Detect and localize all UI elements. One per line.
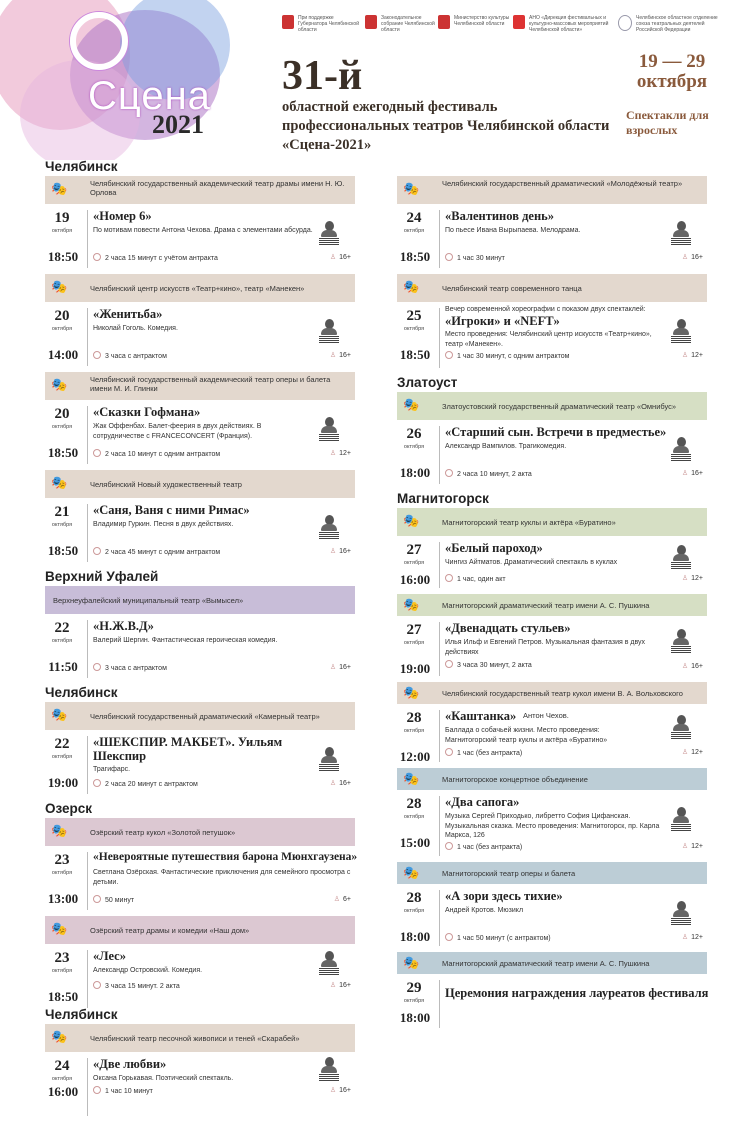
person-icon: ♙ [681, 352, 689, 359]
clock-icon [445, 253, 453, 261]
theatre-bar: 🎭 Челябинский государственный драматический «Камерный театр» [45, 702, 355, 730]
person-icon: ♙ [329, 1087, 337, 1094]
theatre-bar: 🎭 Озёрский театр кукол «Золотой петушок» [45, 818, 355, 846]
pushkin-card-icon [319, 950, 339, 976]
theatre-bar: 🎭 Челябинский государственный драматический «Молодёжный театр» [397, 176, 707, 204]
clock-icon [93, 895, 101, 903]
event-title: «Лес» [93, 949, 126, 963]
city-heading: Златоуст [397, 375, 458, 390]
theatre-bar: 🎭 Челябинский государственный академический театр драмы имени Н. Ю. Орлова [45, 176, 355, 204]
pushkin-card-icon [671, 318, 691, 344]
person-icon: ♙ [329, 982, 337, 989]
theatre-bar: 🎭 Челябинский государственный театр кукол имени В. А. Вольховского [397, 682, 707, 704]
logo-year: 2021 [152, 110, 204, 139]
clock-icon [445, 469, 453, 477]
emblem-icon [438, 15, 450, 29]
theatre-masks-icon: 🎭 [403, 771, 420, 786]
person-icon: ♙ [333, 896, 341, 903]
pushkin-card-icon [671, 220, 691, 246]
event-title: «Валентинов день» [445, 209, 555, 223]
theatre-bar: 🎭 Челябинский центр искусств «Театр+кино», театр «Манекен» [45, 274, 355, 302]
person-icon: ♙ [329, 780, 337, 787]
theatre-masks-icon: 🎭 [51, 823, 68, 838]
event-title: «ШЕКСПИР. МАКБЕТ». Уильям Шекспир [93, 735, 283, 763]
event-row: 28 октября 12:00 «Каштанка» Антон Чехов. Баллада о собачьей жизни. Место проведения: Магнитогорский театр куклы и актёра «Буратино» 1 час (без антракта) ♙ 12+ [399, 709, 703, 764]
pushkin-card-icon [671, 714, 691, 740]
clock-icon [445, 842, 453, 850]
person-icon: ♙ [329, 352, 337, 359]
event-title: «Белый пароход» [445, 541, 543, 555]
theatre-bar: Верхнеуфалейский муниципальный театр «Вымысел» [45, 586, 355, 614]
schedule-left-column [45, 158, 358, 1122]
event-row: 19 октября 18:50 «Номер 6» По мотивам повести Антона Чехова. Драма с элементами абсурда. 2 часа 15 минут с учётом антракта ♙ 16+ [45, 204, 355, 274]
person-icon: ♙ [329, 450, 337, 457]
emblem-icon [513, 15, 525, 29]
event-row: 22 октября 19:00 «ШЕКСПИР. МАКБЕТ». Уильям Шекспир Трагифарс. 2 часа 20 минут с антрактом ♙ 16+ [45, 730, 355, 800]
sponsor-logo: Законодательное собрание Челябинской области [365, 15, 445, 33]
event-row: 28 октября 15:00 «Два сапога» Музыка Сергей Приходько, либретто София Цифанская. Музыкальная сказка. Место проведения: Магнитогорск, пр. Карла Маркса, 126 1 час (без антракта) ♙ 12+ [397, 790, 707, 862]
event-row: 23 октября 18:50 «Лес» Александр Островский. Комедия. 3 часа 15 минут. 2 акта ♙ 16+ [45, 944, 355, 1014]
audience-note: Спектакли для взрослых [626, 108, 709, 137]
clock-icon [445, 660, 453, 668]
clock-icon [93, 779, 101, 787]
theatre-bar: 🎭 Магнитогорское концертное объединение [397, 768, 707, 790]
theatre-masks-icon: 🎭 [403, 865, 420, 880]
person-icon: ♙ [329, 254, 337, 261]
event-row: 23 октября 13:00 «Невероятные путешествия барона Мюнхгаузена» Светлана Озёрская. Фантастические приключения для семейного просмотра с детьми. 50 минут ♙ 6+ [45, 846, 355, 916]
person-icon: ♙ [681, 843, 689, 850]
emblem-icon [618, 15, 632, 31]
sponsor-logo: Министерство культуры Челябинской области [438, 15, 518, 29]
pushkin-card-icon [319, 318, 339, 344]
event-title: «Две любви» [93, 1057, 167, 1071]
event-title: «Двенадцать стульев» [445, 621, 571, 635]
event-row: 27 октября 16:00 «Белый пароход» Чингиз Айтматов. Драматический спектакль в куклах 1 час, один акт ♙ 12+ [399, 541, 703, 587]
theatre-masks-icon: 🎭 [403, 279, 420, 294]
city-heading: Челябинск [45, 685, 118, 700]
event-row: 21 октября 18:50 «Саня, Ваня с ними Римас» Владимир Гуркин. Песня в двух действиях. 2 часа 45 минут с одним антрактом ♙ 16+ [45, 498, 355, 568]
event-title: «Женитьба» [93, 307, 163, 321]
event-row: 27 октября 19:00 «Двенадцать стульев» Илья Ильф и Евгений Петров. Музыкальная фантазия в двух действиях 3 часа 30 минут, 2 акта ♙ 16+ [399, 621, 703, 676]
pushkin-card-icon [319, 746, 339, 772]
clock-icon [445, 574, 453, 582]
clock-icon [93, 351, 101, 359]
event-title: «Сказки Гофмана» [93, 405, 201, 419]
clock-icon [93, 547, 101, 555]
event-row: 28 октября 18:00 «А зори здесь тихие» Андрей Кротов. Мюзикл 1 час 50 минут (с антрактом) ♙ 12+ [399, 889, 703, 944]
person-icon: ♙ [681, 663, 689, 670]
event-title: «Игроки» и «NEFT» [445, 314, 560, 328]
pushkin-card-icon [319, 220, 339, 246]
edition-number: 31-й [282, 53, 363, 99]
theatre-bar: 🎭 Челябинский Новый художественный театр [45, 470, 355, 498]
person-icon: ♙ [329, 548, 337, 555]
person-icon: ♙ [681, 470, 689, 477]
festival-header [0, 0, 750, 160]
person-icon: ♙ [681, 934, 689, 941]
pushkin-card-icon [319, 416, 339, 442]
theatre-masks-icon: 🎭 [51, 279, 68, 294]
clock-icon [93, 663, 101, 671]
event-row: 22 октября 11:50 «Н.Ж.В.Д» Валерий Шергин. Фантастическая героическая комедия. 3 часа с антрактом ♙ 16+ [45, 614, 355, 684]
festival-dates: 19 — 29 октября [636, 51, 708, 92]
theatre-masks-icon: 🎭 [51, 475, 68, 490]
event-row: 20 октября 18:50 «Сказки Гофмана» Жак Оффенбах. Балет-феерия в двух действиях. В сотрудничестве с FRANCECONCERT (Франция). 2 часа 10 минут с одним антрактом ♙ 12+ [45, 400, 355, 470]
clock-icon [93, 253, 101, 261]
theatre-bar: 🎭 Челябинский театр песочной живописи и теней «Скарабей» [45, 1024, 355, 1052]
pushkin-card-icon [671, 436, 691, 462]
person-icon: ♙ [681, 575, 689, 582]
clock-icon [445, 748, 453, 756]
city-heading: Верхний Уфалей [45, 569, 159, 584]
logo-mask-icon [70, 12, 128, 70]
theatre-masks-icon: 🎭 [403, 181, 420, 196]
theatre-bar: 🎭 Челябинский театр современного танца [397, 274, 707, 302]
city-heading: Челябинск [45, 1007, 118, 1022]
city-heading: Магнитогорск [397, 491, 489, 506]
person-icon: ♙ [329, 664, 337, 671]
theatre-bar: 🎭 Магнитогорский драматический театр имени А. С. Пушкина [397, 952, 707, 974]
theatre-masks-icon: 🎭 [403, 597, 420, 612]
event-title: «Саня, Ваня с ними Римас» [93, 503, 250, 517]
theatre-masks-icon: 🎭 [403, 955, 420, 970]
clock-icon [93, 1086, 101, 1094]
city-heading: Челябинск [45, 159, 118, 174]
theatre-masks-icon: 🎭 [403, 397, 420, 412]
event-row: 20 октября 14:00 «Женитьба» Николай Гоголь. Комедия. 3 часа с антрактом ♙ 16+ [45, 302, 355, 372]
pushkin-card-icon [671, 806, 691, 832]
person-icon: ♙ [681, 254, 689, 261]
person-icon: ♙ [681, 749, 689, 756]
event-title: «Н.Ж.В.Д» [93, 619, 154, 633]
sponsor-logo: АНО «Дирекция фестивальных и культурно-массовых мероприятий Челябинской области» [513, 15, 613, 33]
theatre-masks-icon: 🎭 [403, 513, 420, 528]
pushkin-card-icon [671, 544, 691, 570]
theatre-masks-icon: 🎭 [51, 181, 68, 196]
pushkin-card-icon [671, 628, 691, 654]
pushkin-card-icon [671, 900, 691, 926]
theatre-bar: 🎭 Озёрский театр драмы и комедии «Наш дом» [45, 916, 355, 944]
theatre-masks-icon: 🎭 [51, 707, 68, 722]
event-row: 29 октября 18:00 Церемония награждения лауреатов фестиваля [397, 974, 707, 1034]
event-title: Церемония награждения лауреатов фестиваля [445, 986, 709, 1000]
theatre-masks-icon: 🎭 [51, 921, 68, 936]
sponsor-logo: Челябинское областное отделение союза театральных деятелей Российской Федерации [618, 15, 723, 33]
emblem-icon [365, 15, 377, 29]
event-row: 24 октября 18:50 «Валентинов день» По пьесе Ивана Вырыпаева. Мелодрама. 1 час 30 минут ♙ 16+ [397, 204, 707, 274]
event-title: «А зори здесь тихие» [445, 889, 563, 903]
pushkin-card-icon [319, 514, 339, 540]
event-row: 26 октября 18:00 «Старший сын. Встречи в предместье» Александр Вампилов. Трагикомедия. 2 часа 10 минут, 2 акта ♙ 16+ [397, 420, 707, 490]
clock-icon [445, 351, 453, 359]
clock-icon [445, 933, 453, 941]
theatre-masks-icon: 🎭 [51, 377, 68, 392]
theatre-bar: 🎭 Златоустовский государственный драматический театр «Омнибус» [397, 392, 707, 420]
event-title: «Старший сын. Встречи в предместье» [445, 425, 667, 439]
clock-icon [93, 449, 101, 457]
sponsor-logo: При поддержке Губернатора Челябинской области [282, 15, 362, 33]
clock-icon [93, 981, 101, 989]
schedule-right-column [397, 158, 707, 1034]
theatre-bar: 🎭 Магнитогорский драматический театр имени А. С. Пушкина [397, 594, 707, 616]
event-row: 25 октября 18:50 Вечер современной хореографии с показом двух спектаклей: «Игроки» и «NEFT» Место проведения: Челябинский центр искусств «Театр+кино», театр «Манекен». 1 час 30 минут, с одним антрактом ♙ 12+ [397, 302, 707, 374]
event-title: «Каштанка» [445, 709, 517, 723]
event-row: 24 октября 16:00 «Две любви» Оксана Горькавая. Поэтический спектакль. 1 час 10 минут ♙ 16+ [45, 1052, 355, 1122]
event-title: «Невероятные путешествия барона Мюнхгаузена» [93, 851, 358, 863]
theatre-masks-icon: 🎭 [51, 1029, 68, 1044]
emblem-icon [282, 15, 294, 29]
festival-subtitle: областной ежегодный фестиваль профессиональных театров Челябинской области «Сцена-2021» [282, 99, 610, 153]
theatre-bar: 🎭 Магнитогорский театр оперы и балета [397, 862, 707, 884]
city-heading: Озерск [45, 801, 93, 816]
theatre-bar: 🎭 Магнитогорский театр куклы и актёра «Буратино» [397, 508, 707, 536]
event-title: «Номер 6» [93, 209, 152, 223]
event-title: «Два сапога» [445, 795, 520, 809]
logo-word: Сцена [88, 74, 211, 118]
theatre-masks-icon: 🎭 [403, 685, 420, 700]
theatre-bar: 🎭 Челябинский государственный академический театр оперы и балета имени М. И. Глинки [45, 372, 355, 400]
